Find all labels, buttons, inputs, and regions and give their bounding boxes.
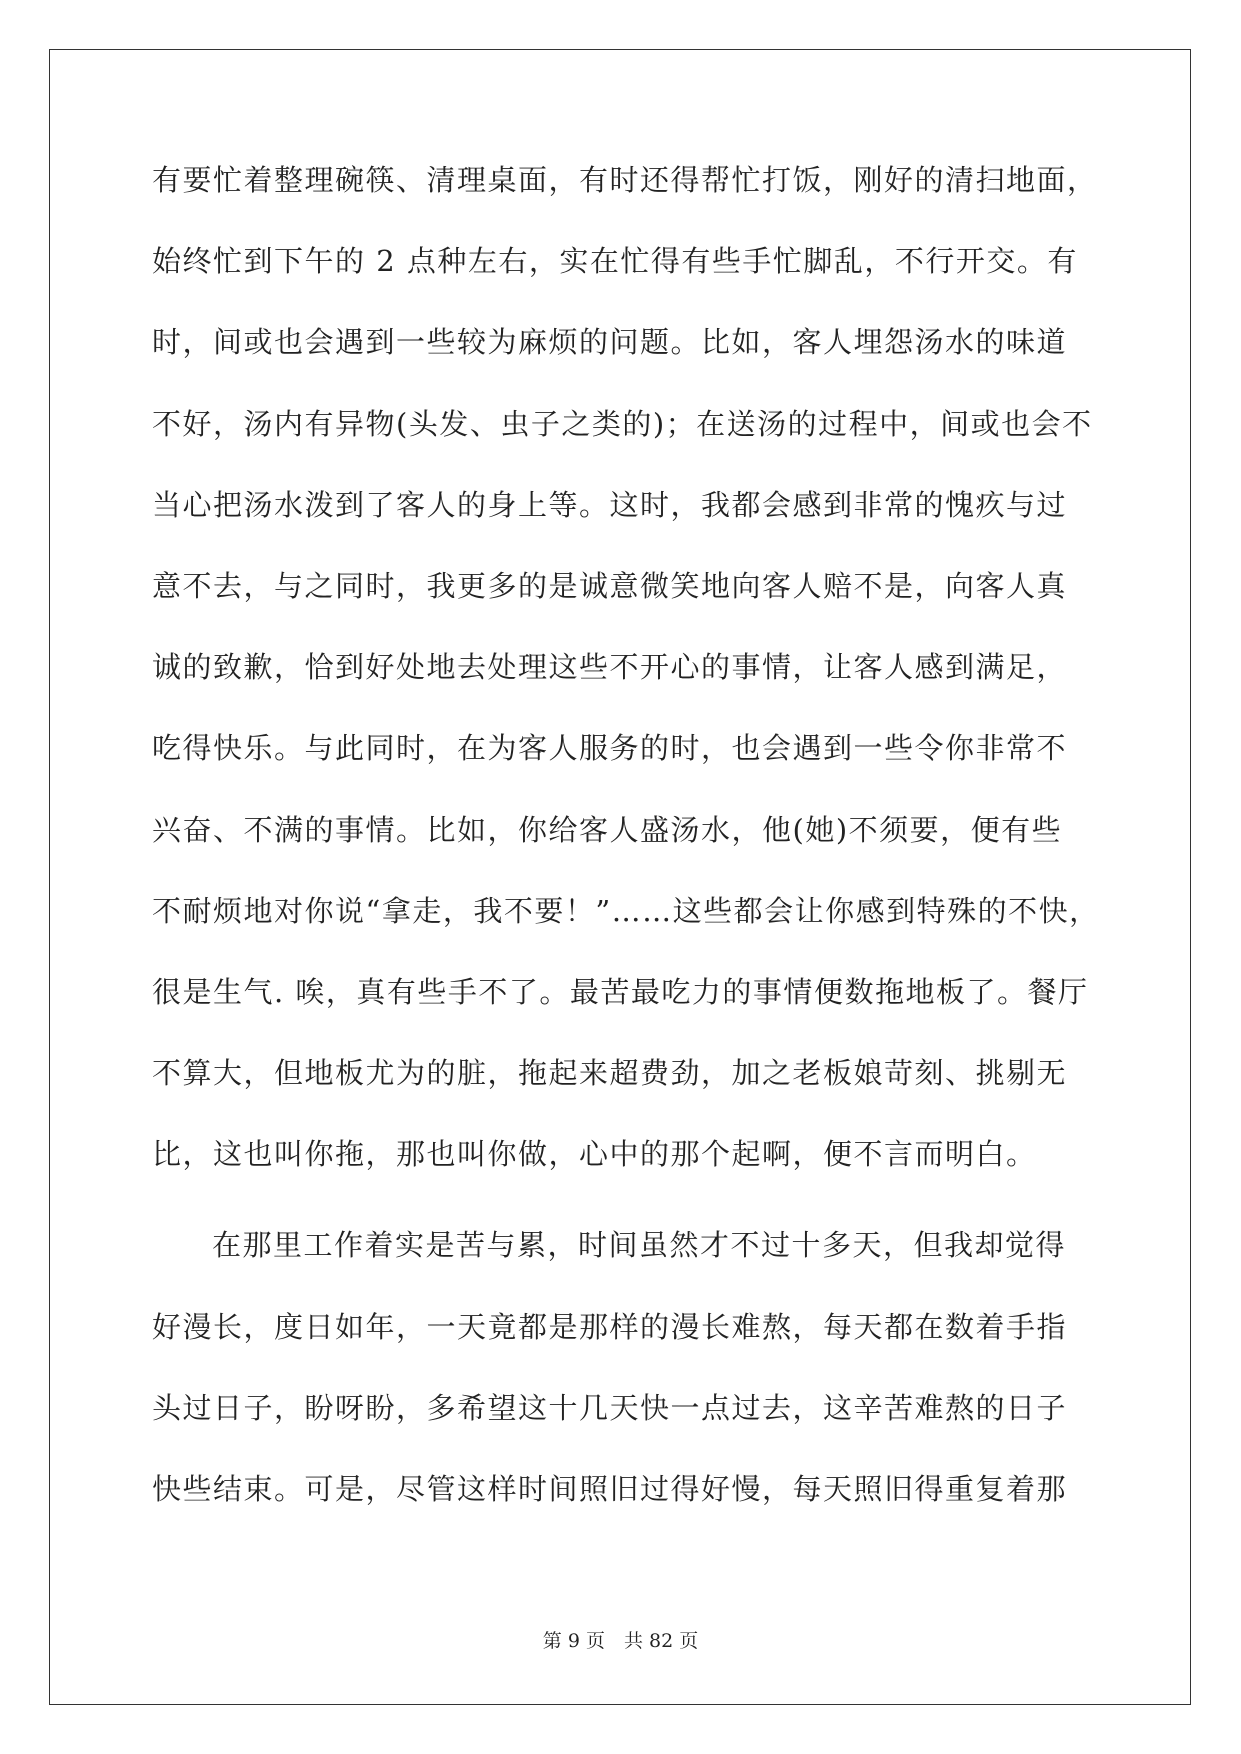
page-number-footer: 第 9 页 共 82 页 — [542, 1630, 699, 1652]
text-line: 兴奋、不满的事情。比如，你给客人盛汤水，他(她)不须要，便有些 — [152, 812, 1063, 847]
document-body — [152, 158, 1100, 1548]
text-line: 当心把汤水泼到了客人的身上等。这时，我都会感到非常的愧疚与过 — [152, 487, 1068, 522]
paragraph-2 — [152, 1223, 1092, 1548]
text-line: 始终忙到下午的 2 点种左右，实在忙得有些手忙脚乱，不行开交。有 — [152, 244, 1078, 279]
text-line: 有要忙着整理碗筷、清理桌面，有时还得帮忙打饭，刚好的清扫地面， — [152, 163, 1098, 197]
text-line: 比，这也叫你拖，那也叫你做，心中的那个起啊，便不言而明白。 — [152, 1137, 1037, 1172]
text-line: 快些结束。可是，尽管这样时间照旧过得好慢，每天照旧得重复着那 — [152, 1472, 1068, 1506]
text-line: 诚的致歉，恰到好处地去处理这些不开心的事情，让客人感到满足， — [152, 650, 1068, 685]
text-line: 不耐烦地对你说“拿走，我不要！”……这些都会让你感到特殊的不快， — [152, 893, 1100, 928]
text-line: 头过日子，盼呀盼，多希望这十几天快一点过去，这辛苦难熬的日子 — [152, 1390, 1068, 1425]
text-line: 吃得快乐。与此同时，在为客人服务的时，也会遇到一些令你非常不 — [152, 731, 1068, 766]
text-line: 时，间或也会遇到一些较为麻烦的问题。比如，客人埋怨汤水的味道 — [152, 325, 1068, 360]
text-line: 意不去，与之同时，我更多的是诚意微笑地向客人赔不是，向客人真 — [152, 568, 1068, 603]
text-line-indented: 在那里工作着实是苦与累，时间虽然才不过十多天，但我却觉得 — [212, 1228, 1067, 1263]
text-line: 好漫长，度日如年，一天竟都是那样的漫长难熬，每天都在数着手指 — [152, 1309, 1068, 1344]
text-line: 不好，汤内有异物(头发、虫子之类的)；在送汤的过程中，间或也会不 — [152, 406, 1093, 441]
text-line: 很是生气. 唉，真有些手不了。最苦最吃力的事情便数拖地板了。餐厅 — [152, 974, 1089, 1009]
text-line: 不算大，但地板尤为的脏，拖起来超费劲，加之老板娘苛刻、挑剔无 — [152, 1056, 1068, 1091]
paragraph-1 — [152, 158, 1100, 1213]
